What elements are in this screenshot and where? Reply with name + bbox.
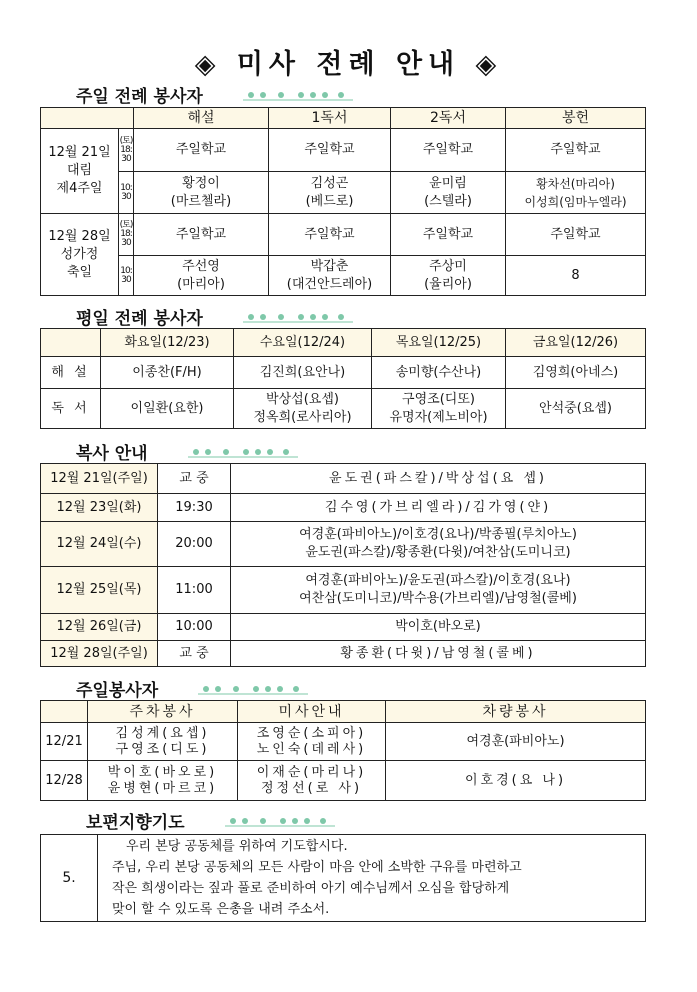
- decoration-icon: [188, 446, 298, 458]
- heading-text: 복사 안내: [76, 444, 148, 464]
- cell: 주일학교: [506, 129, 646, 172]
- servers-cell: 윤도권(파스칼)/박상섭(요 셉): [231, 464, 646, 494]
- date-cell: 12월 21일 대림 제4주일: [41, 129, 119, 214]
- sunday-volunteers-table: [40, 700, 646, 801]
- time-cell: (토) 18: 30: [119, 129, 134, 172]
- servers-cell: 황종환(다윗)/남영철(콜베): [231, 641, 646, 667]
- decoration-icon: [198, 683, 308, 695]
- section-heading-weekday: [76, 304, 353, 329]
- time-cell: 10: 30: [119, 172, 134, 214]
- date-cell: 12월 28일(주일): [41, 641, 158, 667]
- time-cell: 11:00: [158, 567, 231, 614]
- date-cell: 12월 23일(화): [41, 494, 158, 522]
- cell: 박상섭(요셉) 정옥희(로사리아): [234, 389, 372, 429]
- cell: 주상미 (율리아): [391, 256, 506, 296]
- col-header: 주차봉사: [88, 701, 238, 723]
- cell: 김영희(아네스): [506, 357, 646, 389]
- cell: 구영조(디또) 유명자(제노비아): [372, 389, 506, 429]
- servers-cell: 김수영(가브리엘라)/김가영(얀): [231, 494, 646, 522]
- col-header: 미사안내: [238, 701, 386, 723]
- date-cell: 12/21: [41, 723, 88, 761]
- cell: 주선영 (마리아): [134, 256, 269, 296]
- heading-text: 주일봉사자: [76, 681, 159, 701]
- col-header: 화요일(12/23): [101, 329, 234, 357]
- cell: 황정이 (마르첼라): [134, 172, 269, 214]
- cell: 김성계(요셉) 구영조(디도): [88, 723, 238, 761]
- date-cell: 12월 21일(주일): [41, 464, 158, 494]
- date-cell: 12/28: [41, 761, 88, 801]
- time-cell: (토) 18: 30: [119, 214, 134, 256]
- cell: 황차선(마리아) 이성희(임마누엘라): [506, 172, 646, 214]
- cell: 주일학교: [134, 129, 269, 172]
- section-heading-altar: [76, 439, 298, 464]
- cell: 이일환(요한): [101, 389, 234, 429]
- row-label: 해 설: [41, 357, 101, 389]
- cell: 박이호(바오로) 윤병현(마르코): [88, 761, 238, 801]
- date-cell: 12월 25일(목): [41, 567, 158, 614]
- col-header: 금요일(12/26): [506, 329, 646, 357]
- decoration-icon: [243, 89, 353, 101]
- col-header: 2독서: [391, 108, 506, 129]
- page-title: ◈ 미사 전례 안내 ◈: [194, 49, 503, 80]
- prayer-text: 우리 본당 공동체를 위하여 기도합시다. 주님, 우리 본당 공동체의 모든 사람이 마음 안에 소박한 구유를 마련하고 작은 희생이라는 짚과 풀로 준비하여 아기 예수님께서 오심을 합당하게 맞이 할 수 있도록 은총을 내려 주소서.: [98, 835, 646, 922]
- cell: 여경훈(파비아노): [386, 723, 646, 761]
- corner-cell: [41, 108, 134, 129]
- section-heading-volunteers: [76, 676, 308, 701]
- prayer-table: [40, 834, 646, 922]
- cell: 김성곤 (베드로): [269, 172, 391, 214]
- cell: 주일학교: [269, 129, 391, 172]
- date-cell: 12월 28일 성가정 축일: [41, 214, 119, 296]
- servers-cell: 박이호(바오로): [231, 614, 646, 641]
- cell: 주일학교: [391, 129, 506, 172]
- heading-text: 주일 전례 봉사자: [76, 87, 203, 107]
- servers-cell: 여경훈(파비아노)/이호경(요나)/박종필(루치아노) 윤도권(파스칼)/황종환(다윗)/여찬삼(도미니코): [231, 522, 646, 567]
- corner-cell: [41, 329, 101, 357]
- sunday-liturgy-table: [40, 107, 646, 296]
- cell: 조영순(소피아) 노인숙(데레사): [238, 723, 386, 761]
- cell: 송미향(수산나): [372, 357, 506, 389]
- cell: 김진희(요안나): [234, 357, 372, 389]
- cell: 윤미림 (스텔라): [391, 172, 506, 214]
- cell: 주일학교: [269, 214, 391, 256]
- time-cell: 10: 30: [119, 256, 134, 296]
- cell: 박갑춘 (대건안드레아): [269, 256, 391, 296]
- altar-server-table: [40, 463, 646, 667]
- col-header: 차량봉사: [386, 701, 646, 723]
- cell: 주일학교: [134, 214, 269, 256]
- time-cell: 교 중: [158, 641, 231, 667]
- corner-cell: [41, 701, 88, 723]
- col-header: 수요일(12/24): [234, 329, 372, 357]
- section-heading-sunday: [76, 82, 353, 107]
- weekday-liturgy-table: [40, 328, 646, 429]
- cell: 주일학교: [506, 214, 646, 256]
- cell: 주일학교: [391, 214, 506, 256]
- cell: 8: [506, 256, 646, 296]
- prayer-number: 5.: [41, 835, 98, 922]
- decoration-icon: [225, 815, 335, 827]
- col-header: 목요일(12/25): [372, 329, 506, 357]
- cell: 안석중(요셉): [506, 389, 646, 429]
- servers-cell: 여경훈(파비아노)/윤도권(파스칼)/이호경(요나) 여찬삼(도미니코)/박수용(가브리엘)/남영철(콜베): [231, 567, 646, 614]
- heading-text: 평일 전례 봉사자: [76, 309, 203, 329]
- section-heading-prayer: [86, 808, 335, 833]
- decoration-icon: [243, 311, 353, 323]
- col-header: 1독서: [269, 108, 391, 129]
- time-cell: 20:00: [158, 522, 231, 567]
- date-cell: 12월 26일(금): [41, 614, 158, 641]
- date-cell: 12월 24일(수): [41, 522, 158, 567]
- time-cell: 19:30: [158, 494, 231, 522]
- cell: 이호경(요 나): [386, 761, 646, 801]
- row-label: 독 서: [41, 389, 101, 429]
- col-header: 해설: [134, 108, 269, 129]
- cell: 이종찬(F/H): [101, 357, 234, 389]
- col-header: 봉헌: [506, 108, 646, 129]
- time-cell: 교 중: [158, 464, 231, 494]
- heading-text: 보편지향기도: [86, 813, 185, 833]
- cell: 이재순(마리나) 정정선(로 사): [238, 761, 386, 801]
- time-cell: 10:00: [158, 614, 231, 641]
